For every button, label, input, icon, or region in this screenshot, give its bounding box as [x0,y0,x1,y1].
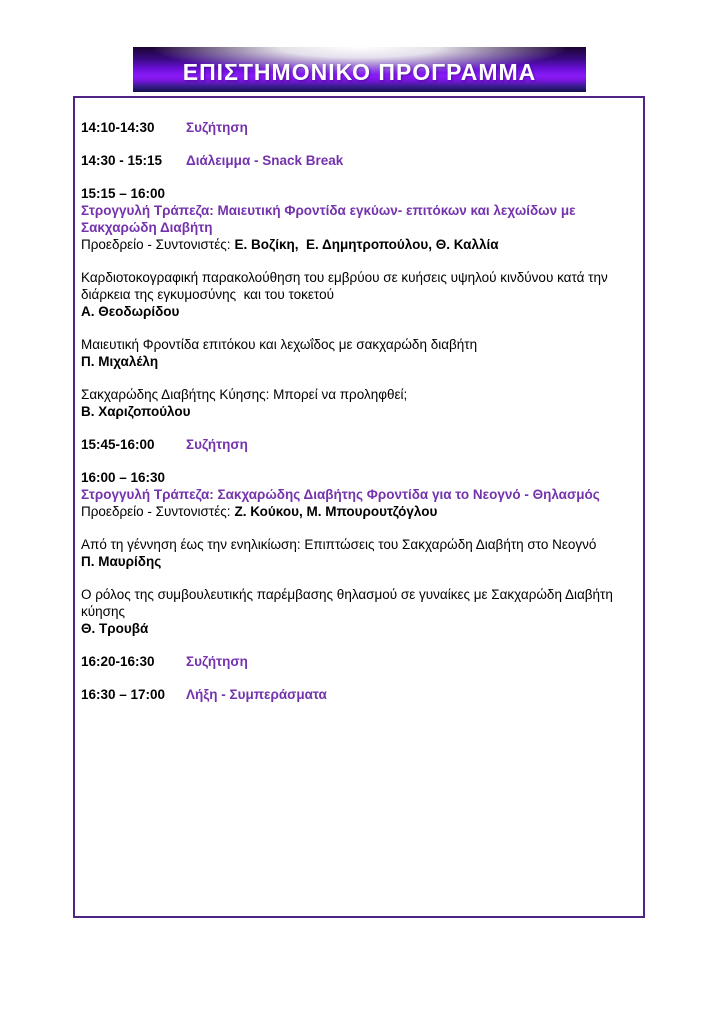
time-text: 16:20-16:30 [81,654,155,669]
speaker-name: Π. Μαυρίδης [81,554,162,569]
event-label: Συζήτηση [186,120,248,135]
talk-title: Μαιευτική Φροντίδα επιτόκου και λεχωΐδος με σακχαρώδη διαβήτη [81,337,478,352]
event-label: Συζήτηση [186,437,248,452]
schedule-row-discussion [81,436,617,453]
talk-title: Ο ρόλος της συμβουλευτικής παρέμβασης θηλασμού σε γυναίκες με Σακχαρώδη Διαβήτη κύησης [81,587,617,619]
talk-block [81,269,617,320]
chairs-names: Ζ. Κούκου, Μ. Μπουρουτζόγλου [234,504,438,519]
session-title: Στρογγυλή Τράπεζα: Σακχαρώδης Διαβήτης Φροντίδα για το Νεογνό - Θηλασμός [81,487,600,502]
session-block [81,469,617,520]
speaker-name: Β. Χαριζοπούλου [81,404,191,419]
schedule-row-discussion [81,653,617,670]
event-label: Διάλειμμα - Snack Break [186,153,344,168]
schedule-row-break [81,152,617,169]
chairs-line [81,236,617,253]
speaker-name: Α. Θεοδωρίδου [81,304,180,319]
time-text: 16:00 – 16:30 [81,470,166,485]
session-title: Στρογγυλή Τράπεζα: Μαιευτική Φροντίδα εγκύων- επιτόκων και λεχωίδων με Σακχαρώδη Διαβήτη [81,203,580,235]
speaker-name: Π. Μιχαλέλη [81,354,159,369]
time-text: 14:30 - 15:15 [81,153,163,168]
program-banner [133,47,586,92]
program-box [73,96,645,918]
session-time-line [81,185,617,202]
speaker-name: Θ. Τρουβά [81,621,149,636]
page-title: ΕΠΙΣΤΗΜΟΝΙΚΟ ΠΡΟΓΡΑΜΜΑ [182,59,537,85]
chairs-names: Ε. Βοζίκη, Ε. Δημητροπούλου, Θ. Καλλία [234,237,499,252]
schedule-row-closing [81,686,617,703]
chairs-line [81,503,617,520]
time-text: 15:45-16:00 [81,437,155,452]
schedule-row-discussion [81,119,617,136]
talk-block [81,536,617,570]
session-block [81,185,617,253]
talk-title: Σακχαρώδης Διαβήτης Κύησης: Μπορεί να προληφθεί; [81,387,408,402]
talk-block [81,336,617,370]
talk-block [81,386,617,420]
time-text: 14:10-14:30 [81,120,155,135]
talk-block [81,586,617,637]
chairs-label: Προεδρείο - Συντονιστές: [81,237,231,252]
chairs-label: Προεδρείο - Συντονιστές: [81,504,231,519]
event-label: Συζήτηση [186,654,248,669]
talk-title: Καρδιοτοκογραφική παρακολούθηση του εμβρύου σε κυήσεις υψηλού κινδύνου κατά την διάρκεια της εγκυμοσύνης και του τοκετού [81,270,612,302]
session-time-line [81,469,617,486]
time-text: 16:30 – 17:00 [81,687,166,702]
talk-title: Από τη γέννηση έως την ενηλικίωση: Επιπτώσεις του Σακχαρώδη Διαβήτη στο Νεογνό [81,537,597,552]
time-text: 15:15 – 16:00 [81,186,166,201]
event-label: Λήξη - Συμπεράσματα [186,687,327,702]
